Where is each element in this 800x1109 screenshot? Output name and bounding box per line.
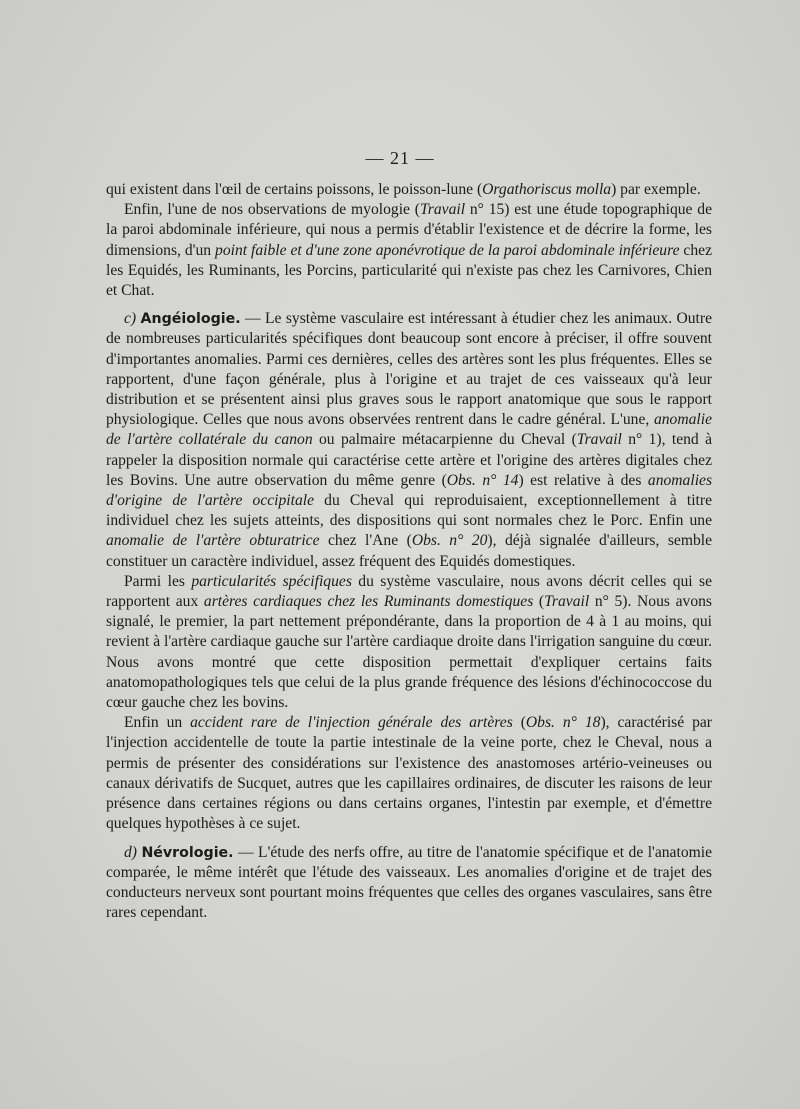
species-name: Orgathoriscus molla bbox=[482, 181, 612, 198]
section-heading: Névrologie. bbox=[141, 844, 234, 861]
italic-term: anomalie de l'artère obturatrice bbox=[106, 532, 320, 550]
italic-ref: Travail bbox=[576, 431, 622, 449]
italic-term: particularités spécifiques bbox=[191, 572, 352, 590]
text-run: ), caractérisé par l'injection accidentelle de toute la partie intestinale de la veine porte, chez le Cheval, nous a permis de présenter des considérations sur l'existence des anastomoses artério-veineuses ou canaux dérivatifs de Sucquet, autres que les capillaires ordinaires, de discuter les raisons de leur présence dans certaines régions ou dans certains organes, l'intestin par exemple, et d'émettre quelques hypothèses à ce sujet. bbox=[106, 714, 713, 833]
italic-ref: Travail bbox=[544, 593, 590, 611]
text-run: Enfin, l'une de nos observations de myologie ( bbox=[124, 201, 420, 219]
text-run: ) par exemple. bbox=[611, 181, 701, 198]
italic-ref: Obs. n° 14 bbox=[446, 471, 519, 489]
italic-term: point faible et d'une zone aponévrotique de la paroi abdominale inférieure bbox=[215, 241, 680, 259]
text-run: chez les Equidés, les Ruminants, les Porcins, particularité qui n'existe pas chez les Carnivores, Chien et Chat. bbox=[106, 241, 712, 300]
text-run: ( bbox=[512, 714, 526, 732]
body-text bbox=[106, 180, 712, 923]
text-run: Parmi les bbox=[124, 572, 192, 590]
paragraph-myologie bbox=[106, 200, 712, 301]
text-run: Enfin un bbox=[124, 714, 191, 732]
text-run: chez l'Ane ( bbox=[319, 532, 412, 550]
text-run: n° 5). Nous avons signalé, le premier, la part nettement prépondérante, dans la proportion de 4 à 1 au moins, qui revient à l'artère cardiaque gauche sur l'artère cardiaque droite dans l'irrigation sanguine du cœur. Nous avons montré que cette disposition permettait d'expliquer certains faits anatomopathologiques tels que celui de la plus grande fréquence des lésions d'échinococcose du cœur gauche chez les bovins. bbox=[106, 593, 712, 712]
page-number: — 21 — bbox=[365, 148, 435, 168]
text-run: ), déjà signalée d'ailleurs, semble constituer un caractère individuel, assez fréquent des Equidés domestiques. bbox=[106, 532, 713, 570]
section-nevrologie bbox=[106, 843, 712, 924]
paragraph-continuation bbox=[106, 180, 712, 200]
text-run: du Cheval qui reproduisaient, exceptionnellement à titre individuel chez les sujets atteints, des dispositions qui sont normales chez le Porc. Enfin une bbox=[106, 492, 712, 530]
text-run: ) est relative à des bbox=[518, 471, 648, 489]
text-run: n° 15) est une étude topographique de la paroi abdominale inférieure, qui nous a permis d'établir l'existence et de décrire la forme, les dimensions, d'un bbox=[106, 201, 712, 259]
text-run: n° 1), tend à rappeler la disposition normale qui caractérise cette artère et l'origine des artères digitales chez les Bovins. Une autre observation du même genre ( bbox=[106, 431, 712, 489]
text-run: ou palmaire métacarpienne du Cheval ( bbox=[312, 431, 577, 449]
text-run: qui existent dans l'œil de certains poissons, le poisson-lune ( bbox=[106, 181, 483, 198]
text-run: ( bbox=[533, 593, 545, 611]
section-letter: c) bbox=[124, 310, 137, 328]
text-run: du système vasculaire, nous avons décrit celles qui se rapportent aux bbox=[106, 572, 712, 611]
italic-term: artères cardiaques chez les Ruminants domestiques bbox=[203, 593, 534, 611]
italic-term: accident rare de l'injection générale des artères bbox=[190, 714, 513, 732]
text-run: — L'étude des nerfs offre, au titre de l'anatomie spécifique et de l'anatomie comparée, le même intérêt que l'étude des vaisseaux. Les anomalies d'origine et de trajet des conducteurs nerveux sont pourtant moins fréquentes que celles des organes vasculaires, sans être rares cependant. bbox=[106, 843, 712, 922]
section-angeiologie bbox=[106, 309, 712, 572]
text-run: — Le système vasculaire est intéressant à étudier chez les animaux. Outre de nombreuses particularités spécifiques dont beaucoup sont encore à préciser, il offre souvent d'importantes anomalies. Parmi ces dernières, celles des artères sont les plus fréquentes. Elles se rapportent, d'une façon générale, plus à l'origine et au trajet de ces vaisseaux qu'à leur distribution et se présentent ainsi plus graves sous le rapport anatomique que sous le rapport physiologique. Celles que nous avons observées rentrent dans le cadre général. L'une, bbox=[106, 310, 712, 429]
paragraph-particularites bbox=[106, 572, 712, 713]
section-letter: d) bbox=[124, 843, 137, 861]
italic-ref: Obs. n° 18 bbox=[525, 714, 601, 732]
italic-ref: Travail bbox=[419, 201, 466, 219]
italic-term: anomalie de l'artère collatérale du canon bbox=[106, 411, 712, 449]
section-heading: Angéiologie. bbox=[140, 311, 241, 328]
italic-term: anomalies d'origine de l'artère occipitale bbox=[106, 471, 713, 510]
paragraph-accident bbox=[106, 713, 712, 834]
italic-ref: Obs. n° 20 bbox=[411, 532, 488, 550]
